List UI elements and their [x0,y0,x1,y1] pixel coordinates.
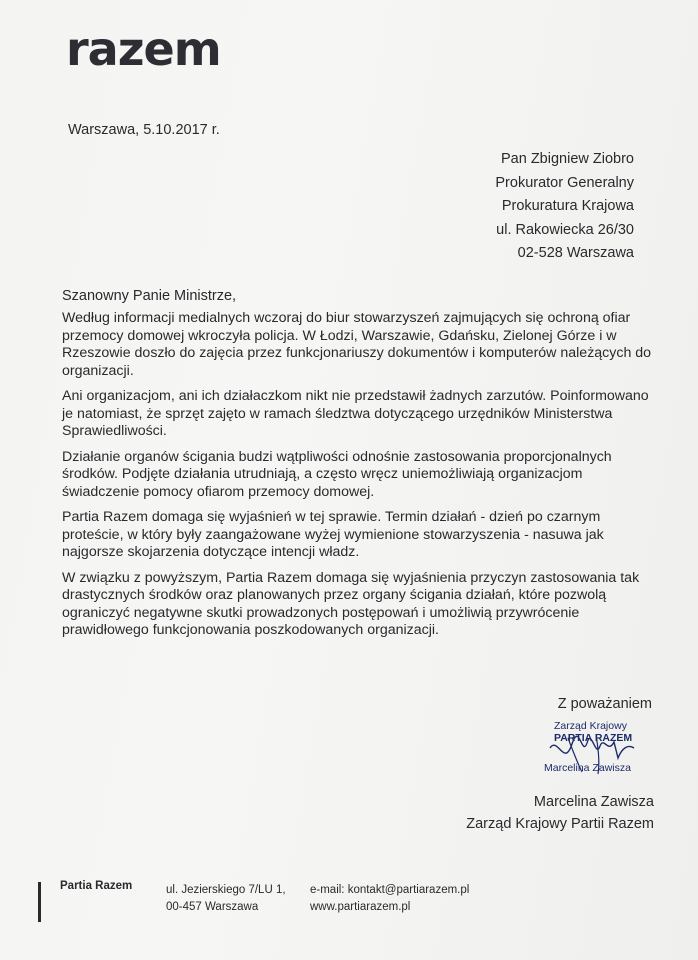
recipient-line: ul. Rakowiecka 26/30 [496,221,634,238]
recipient-address [334,148,634,266]
body-paragraph: Według informacji medialnych wczoraj do biur stowarzyszeń zajmujących się ochroną ofiar przemocy domowej wkroczyła policja. W Łodzi, Warszawie, Gdańsku, Zielonej Górze i w Rzeszowie doszło do zajęcia przez funkcjonariuszy dokumentów i komputerów należących do organizacji. [62,310,652,379]
recipient-line: Prokuratura Krajowa [501,198,634,214]
footer-contact [310,882,469,916]
stamp-line: Zarząd Krajowy [554,720,627,732]
handwritten-signature [538,718,668,782]
letter-date: Warszawa, 5.10.2017 r. [68,122,220,138]
body-paragraph: Działanie organów ścigania budzi wątpliwości odnośnie zastosowania proporcjonalnych środków. Podjęte działania utrudniają, a często wręcz uniemożliwiają organizacjom świadczenie pomocy ofiarom przemocy domowej. [62,448,612,500]
body-paragraph: Ani organizacjom, ani ich działaczkom nikt nie przedstawił żadnych zarzutów. Poinformowano je natomiast, że sprzęt zajęto w ramach śledztwa dotyczącego urzędników Ministerstwa Sprawiedliwości. [62,388,649,439]
recipient-line: Pan Zbigniew Ziobro [501,151,634,167]
signer-role: Zarząd Krajowy Partii Razem [466,816,654,832]
signer-name: Marcelina Zawisza [533,794,654,810]
salutation: Szanowny Panie Ministrze, [62,288,237,304]
footer-address-line: 00-457 Warszawa [166,901,259,913]
letter-body [62,310,662,648]
footer-email: e-mail: kontakt@partiarazem.pl [310,884,470,896]
recipient-line: Prokurator Generalny [495,174,634,191]
closing-phrase: Z poważaniem [557,696,652,712]
footer-address [166,882,286,916]
recipient-line: 02-528 Warszawa [517,245,634,261]
signer-block [466,791,654,835]
body-paragraph: Partia Razem domaga się wyjaśnień w tej sprawie. Termin działań - dzień po czarnym proteście, w który były zaangażowane wyżej wymienione stowarzyszenia - nasuwa jak najgorsze skojarzenia dotyczące intencji władz. [62,509,604,560]
stamp-line: PARTIA RAZEM [554,732,633,744]
footer-party-name: Partia Razem [60,880,133,892]
signature-stamp [538,718,668,782]
razem-logo: razem [66,22,221,76]
body-paragraph: W związku z powyższym, Partia Razem domaga się wyjaśnienia przyczyn zastosowania tak drastycznych środków oraz planowanych przez organy ścigania działań, które pozwolą ograniczyć negatywne skutki prowadzonych postępowań i umożliwią przywrócenie prawidłowego funkcjonowania poszkodowanych organizacji. [62,569,640,638]
footer-accent-bar [38,882,41,922]
footer-website: www.partiarazem.pl [310,901,411,913]
footer-address-line: ul. Jezierskiego 7/LU 1, [166,884,286,896]
stamp-line: Marcelina Zawisza [544,762,631,774]
